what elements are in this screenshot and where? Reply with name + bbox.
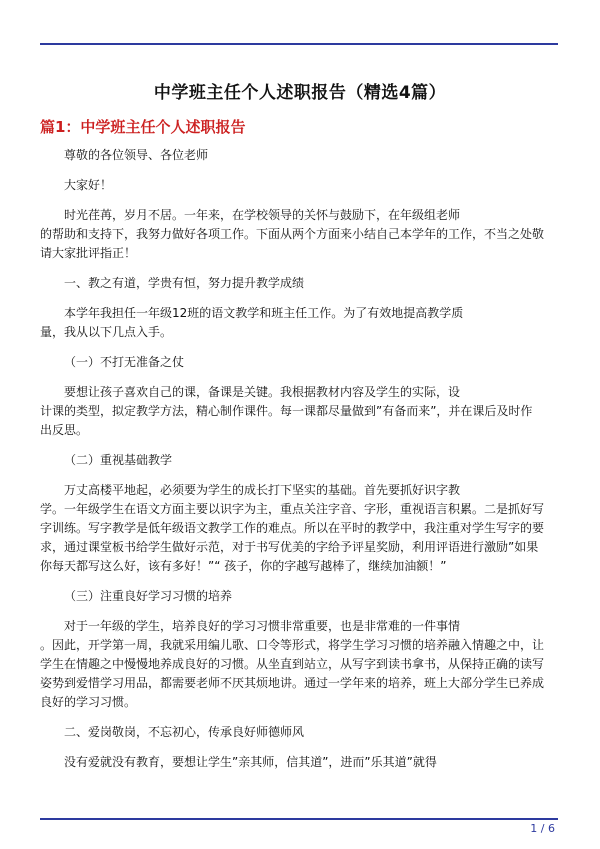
- paragraph-line: 姿势到爱惜学习用品，都需要老师不厌其烦地讲。通过一学年来的培养，班上大部分学生已养成: [40, 676, 545, 690]
- paragraph: [40, 146, 560, 165]
- paragraph-line: 时光荏苒，岁月不居。一年来，在学校领导的关怀与鼓励下，在年级组老师: [64, 208, 461, 222]
- paragraph-line: （二）重视基础教学: [64, 453, 173, 467]
- paragraph: [40, 383, 560, 440]
- bottom-divider: [40, 818, 558, 820]
- paragraph: [40, 587, 560, 606]
- paragraph-line: （一）不打无准备之仗: [64, 355, 185, 369]
- paragraph: [40, 753, 560, 772]
- paragraph-line: 一、教之有道，学贵有恒，努力提升教学成绩: [64, 276, 305, 290]
- paragraph-line: 尊敬的各位领导、各位老师: [64, 148, 209, 162]
- paragraph-line: 学生在情趣之中慢慢地养成良好的习惯。从坐直到站立，从写字到读书拿书，从保持正确的读写: [40, 657, 545, 671]
- paragraph-line: 万丈高楼平地起，必须要为学生的成长打下坚实的基础。首先要抓好识字教: [64, 483, 461, 497]
- paragraph: [40, 206, 560, 263]
- paragraph-line: 没有爱就没有教育，要想让学生”亲其师，信其道”，进而”乐其道”就得: [64, 755, 437, 769]
- paragraph-line: 请大家批评指正！: [40, 246, 137, 260]
- paragraph-line: 。因此，开学第一周，我就采用编儿歌、口令等形式，将学生学习习惯的培养融入情趣之中，让: [40, 638, 545, 652]
- paragraph-line: 的帮助和支持下，我努力做好各项工作。下面从两个方面来小结自己本学年的工作，不当之处敬: [40, 227, 545, 241]
- paragraph: [40, 274, 560, 293]
- paragraph-line: 要想让孩子喜欢自己的课，备课是关键。我根据教材内容及学生的实际，设: [64, 385, 461, 399]
- paragraph-line: 出反思。: [40, 423, 89, 437]
- paragraph: [40, 304, 560, 342]
- paragraph-line: （三）注重良好学习习惯的培养: [64, 589, 233, 603]
- paragraph: [40, 353, 560, 372]
- document-title: 中学班主任个人述职报告（精选4篇）: [153, 83, 447, 103]
- paragraph: [40, 723, 560, 742]
- paragraph-line: 学。一年级学生在语文方面主要以识字为主，重点关注字音、字形，重视语言积累。二是抓好写: [40, 502, 545, 516]
- paragraph: [40, 481, 560, 576]
- paragraph-line: 量，我从以下几点入手。: [40, 325, 173, 339]
- paragraph: [40, 451, 560, 470]
- paragraph-line: 你每天都写这么好，该有多好！”“ 孩子，你的字越写越棒了，继续加油额！”: [40, 559, 447, 573]
- paragraph-line: 良好的学习习惯。: [40, 695, 137, 709]
- paragraph: [40, 617, 560, 712]
- paragraph-line: 字训练。写字教学是低年级语文教学工作的难点。所以在平时的教学中，我注重对学生写字的要: [40, 521, 545, 535]
- paragraph-line: 本学年我担任一年级12班的语文教学和班主任工作。为了有效地提高教学质: [64, 306, 464, 320]
- paragraph: [40, 176, 560, 195]
- paragraph-line: 求，通过课堂板书给学生做好示范，对于书写优美的字给予评星奖励，利用评语进行激励”如果: [40, 540, 539, 554]
- paragraph-line: 对于一年级的学生，培养良好的学习习惯非常重要，也是非常难的一件事情: [64, 619, 461, 633]
- top-divider: [40, 43, 558, 45]
- page-number: 1 / 6: [530, 822, 555, 835]
- paragraph-line: 计课的类型，拟定教学方法，精心制作课件。每一课都尽量做到”有备而来”，并在课后及时作: [40, 404, 533, 418]
- paragraph-line: 大家好！: [64, 178, 113, 192]
- paragraph-line: 二、爱岗敬岗，不忘初心，传承良好师德师风: [64, 725, 305, 739]
- section-heading: 篇1：中学班主任个人述职报告: [40, 118, 246, 136]
- document-body: [40, 146, 560, 783]
